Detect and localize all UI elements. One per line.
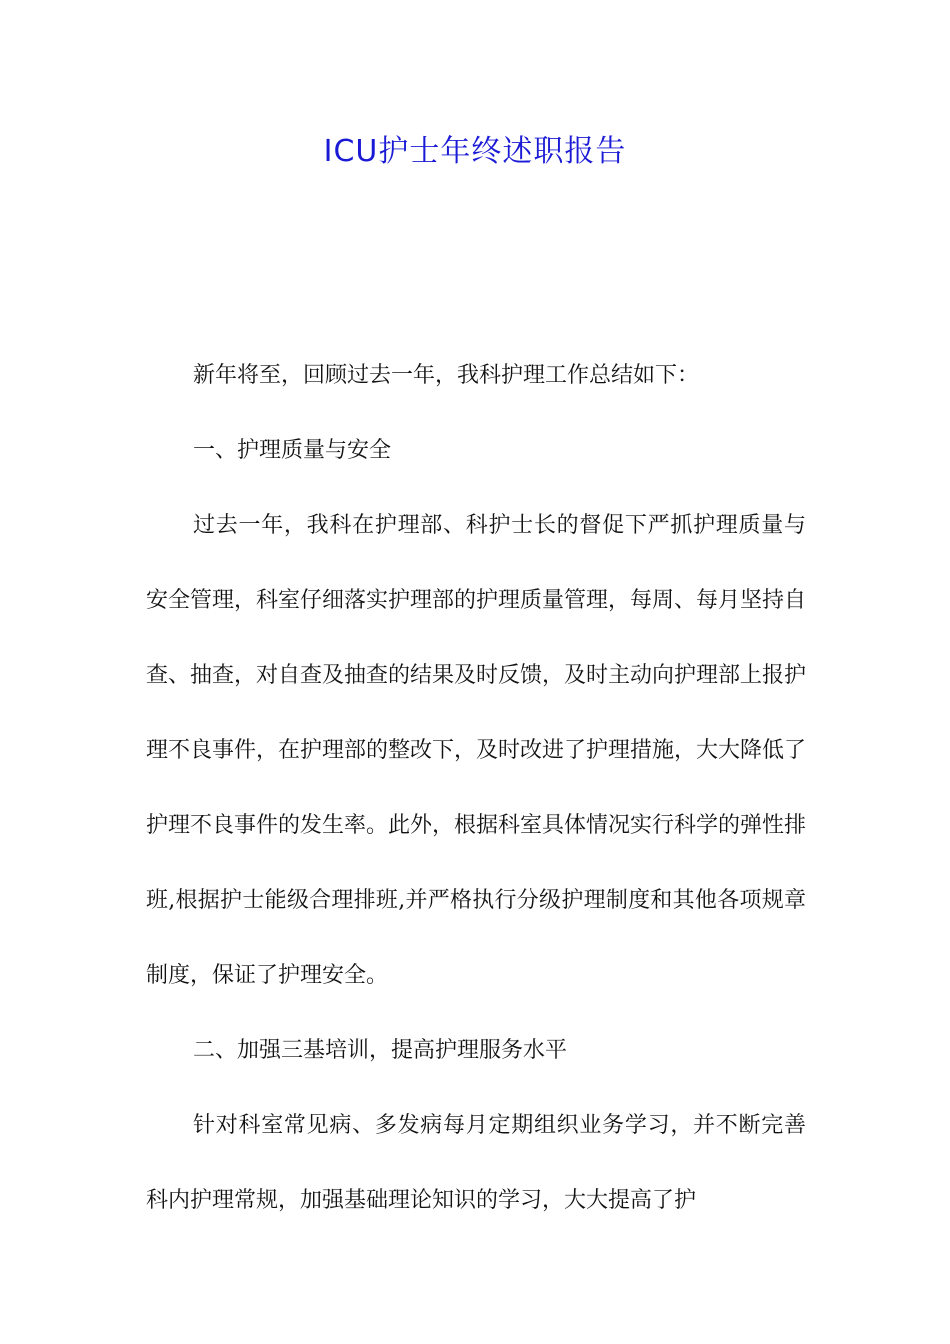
document-title: ICU护士年终述职报告 xyxy=(323,134,627,169)
paragraph-quality-safety: 过去一年，我科在护理部、科护士长的督促下严抓护理质量与安全管理，科室仔细落实护理部的护理质量管理，每周、每月坚持自查、抽查，对自查及抽查的结果及时反馈，及时主动向护理部上报护理不良事件，在护理部的整改下，及时改进了护理措施，大大降低了护理不良事件的发生率。此外，根据科室具体情况实行科学的弹性排班,根据护士能级合理排班,并严格执行分级护理制度和其他各项规章制度，保证了护理安全。 xyxy=(146,513,807,988)
section-heading-quality-safety: 一、护理质量与安全 xyxy=(193,438,392,463)
document-body xyxy=(146,338,806,1238)
section-heading-training: 二、加强三基培训，提高护理服务水平 xyxy=(193,1038,568,1063)
paragraph-training: 针对科室常见病、多发病每月定期组织业务学习，并不断完善科内护理常规，加强基础理论知识的学习，大大提高了护 xyxy=(146,1113,806,1213)
paragraph-intro: 新年将至，回顾过去一年，我科护理工作总结如下： xyxy=(193,363,700,388)
